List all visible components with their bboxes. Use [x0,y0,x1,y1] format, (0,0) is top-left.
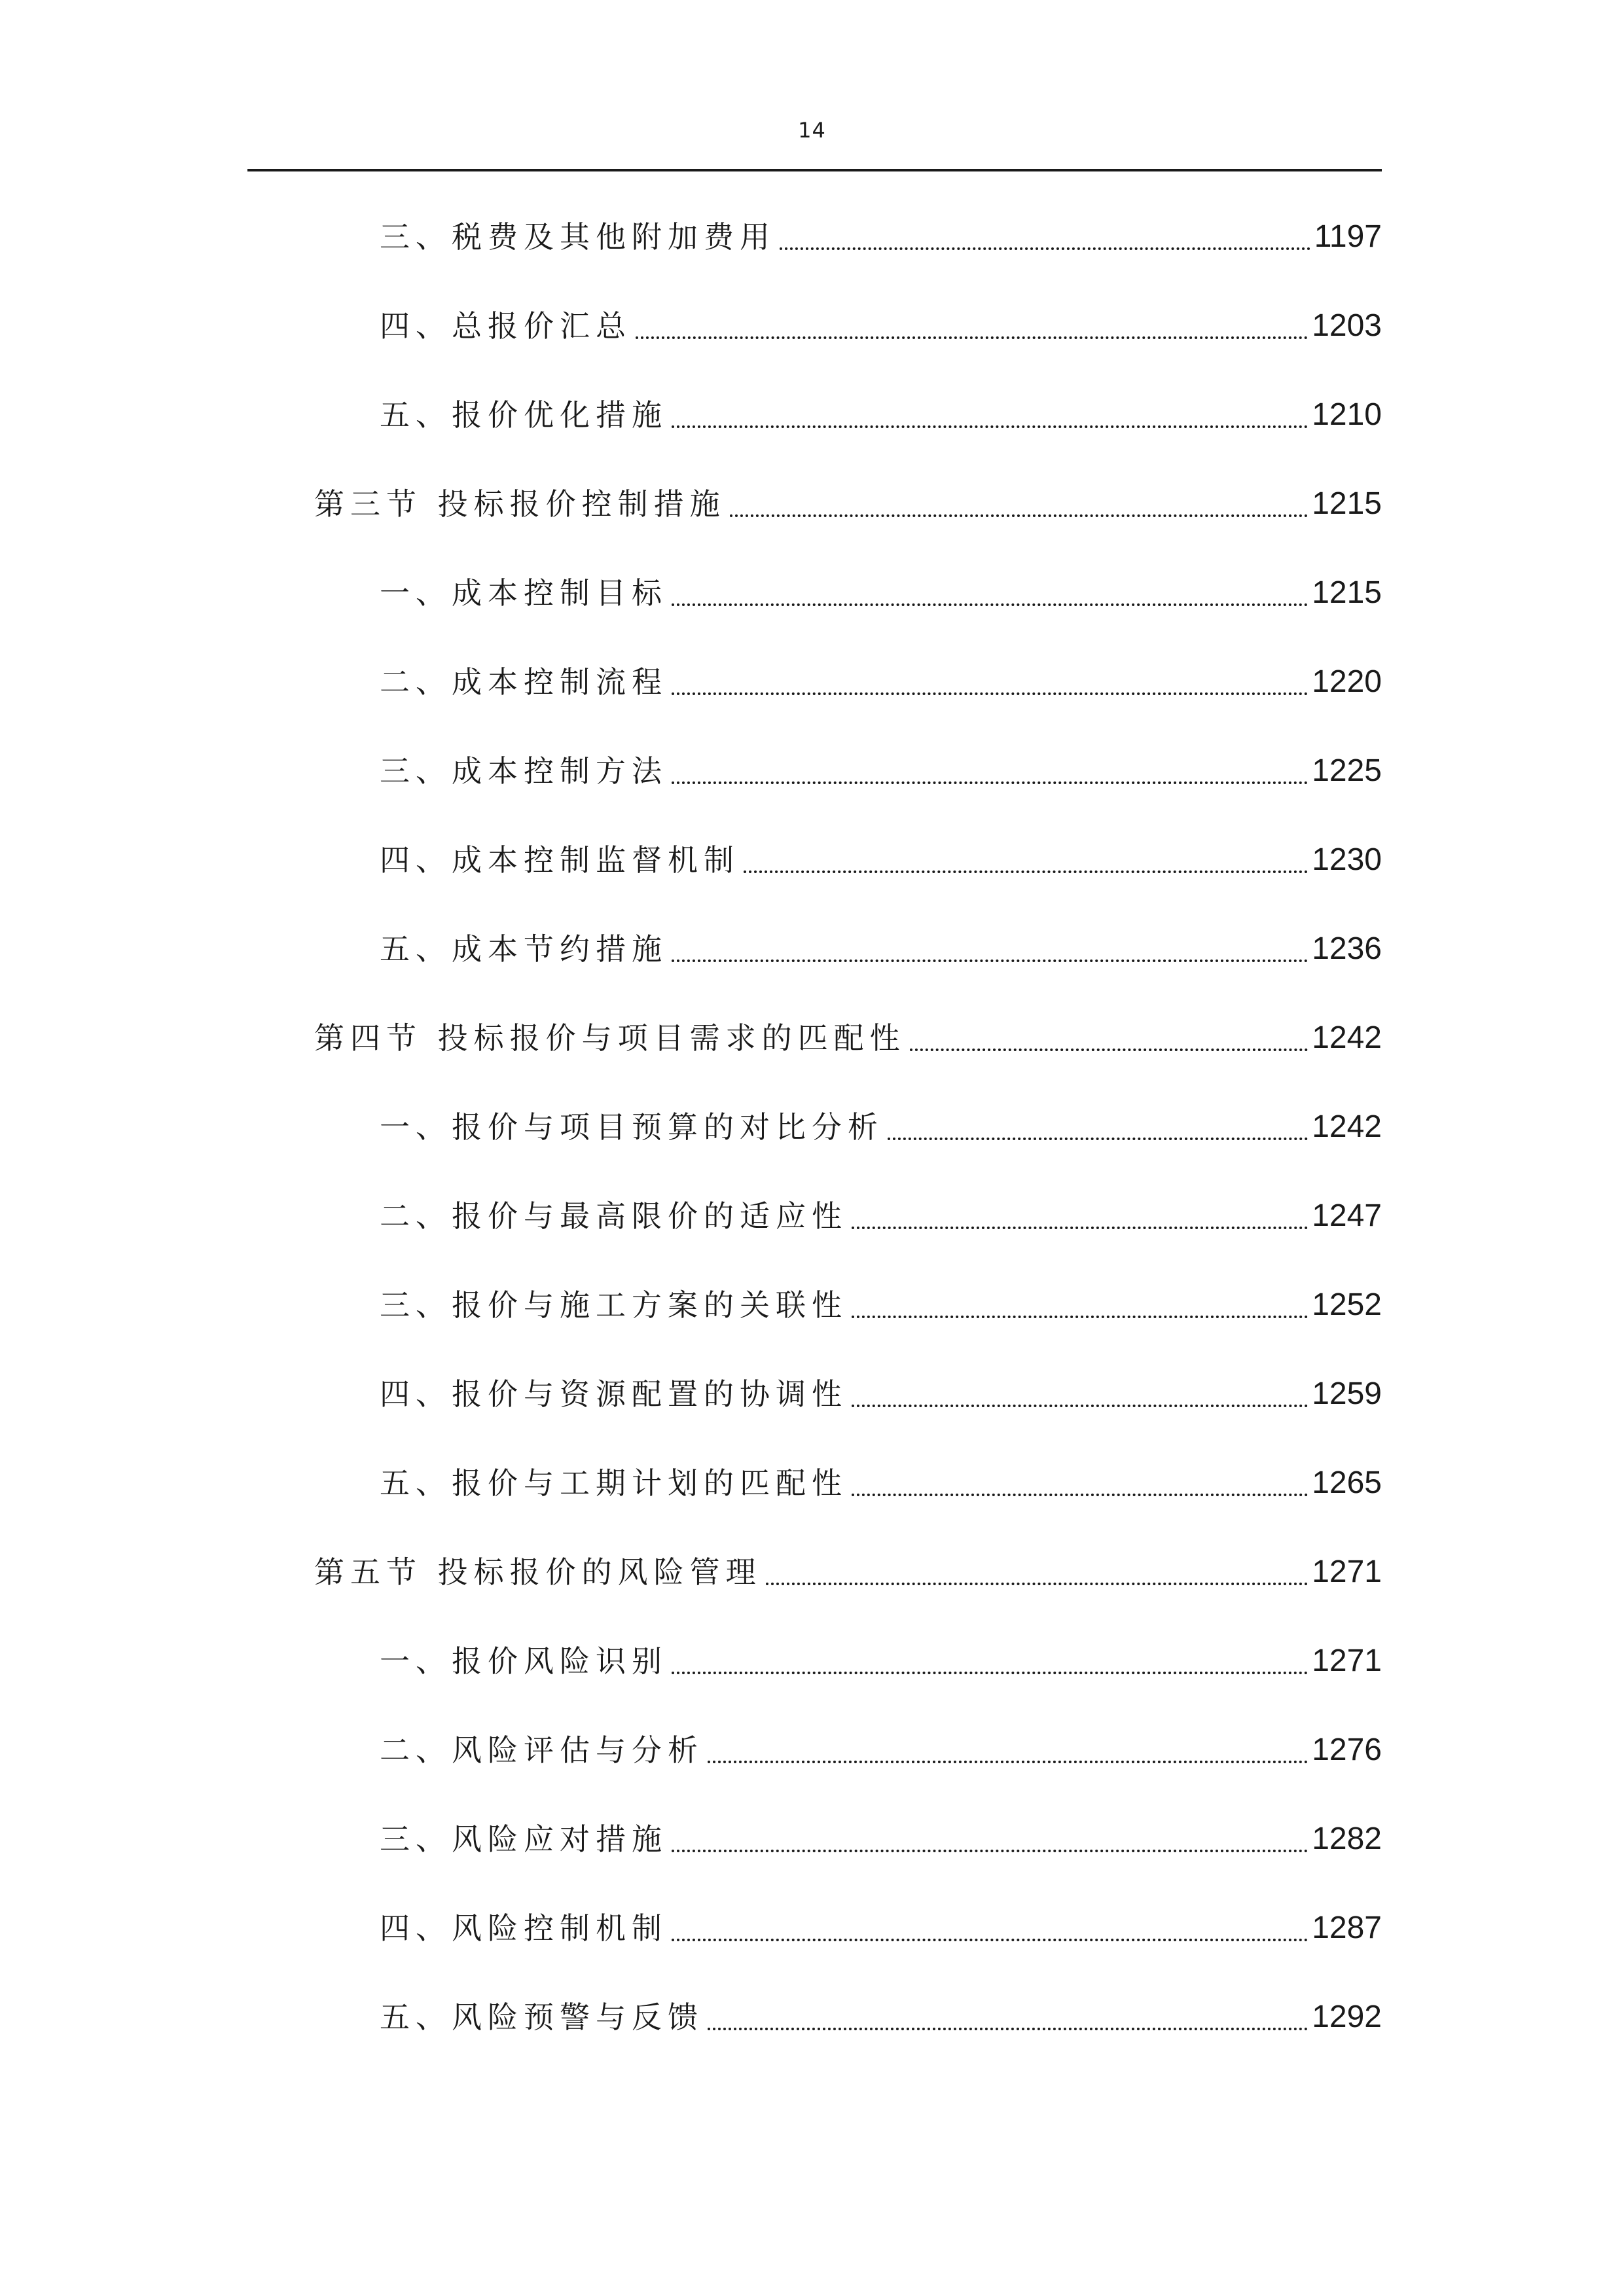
toc-entry-title: 四、风险控制机制 [380,1910,668,1946]
toc-entry-title: 五、风险预警与反馈 [380,2000,704,2035]
toc-dot-leader [852,1316,1308,1318]
toc-subsection-entry[interactable] [380,389,1382,441]
toc-entry-title: 二、报价与最高限价的适应性 [380,1198,848,1234]
toc-entry-title: 五、报价与工期计划的匹配性 [380,1465,848,1501]
toc-section-entry[interactable] [314,1012,1382,1064]
toc-entry-page-number: 1276 [1312,1732,1382,1767]
toc-dot-leader [672,425,1308,428]
toc-entry-page-number: 1247 [1312,1198,1382,1233]
toc-entry-page-number: 1215 [1312,486,1382,521]
toc-dot-leader [672,1672,1308,1674]
toc-entry-page-number: 1203 [1312,308,1382,343]
toc-entry-page-number: 1215 [1312,575,1382,610]
toc-entry-page-number: 1287 [1312,1910,1382,1945]
toc-entry-title: 二、风险评估与分析 [380,1732,704,1768]
toc-entry-title: 三、成本控制方法 [380,753,668,789]
toc-entry-page-number: 1230 [1312,842,1382,877]
toc-subsection-entry[interactable] [380,300,1382,352]
toc-subsection-entry[interactable] [380,567,1382,619]
toc-entry-page-number: 1210 [1312,397,1382,432]
page-number: 14 [798,118,826,143]
toc-subsection-entry[interactable] [380,1279,1382,1331]
toc-dot-leader [780,247,1310,250]
toc-subsection-entry[interactable] [380,1991,1382,2043]
toc-entry-page-number: 1220 [1312,664,1382,699]
toc-entry-page-number: 1265 [1312,1465,1382,1500]
toc-entry-title: 二、成本控制流程 [380,664,668,700]
toc-subsection-entry[interactable] [380,1635,1382,1687]
toc-dot-leader [636,336,1308,339]
toc-subsection-entry[interactable] [380,1902,1382,1954]
toc-section-entry[interactable] [314,478,1382,530]
toc-entry-page-number: 1259 [1312,1376,1382,1411]
toc-dot-leader [852,1405,1308,1407]
toc-dot-leader [766,1583,1308,1585]
toc-entry-title: 第五节 投标报价的风险管理 [314,1554,762,1590]
toc-subsection-entry[interactable] [380,1368,1382,1420]
toc-entry-title: 五、成本节约措施 [380,931,668,967]
toc-entry-title: 第三节 投标报价控制措施 [314,486,726,522]
toc-entry-title: 四、报价与资源配置的协调性 [380,1376,848,1412]
toc-entry-page-number: 1282 [1312,1821,1382,1856]
toc-entry-page-number: 1225 [1312,753,1382,788]
toc-entry-title: 三、报价与施工方案的关联性 [380,1287,848,1323]
toc-dot-leader [672,781,1308,784]
toc-dot-leader [672,1939,1308,1941]
toc-entry-title: 四、总报价汇总 [380,308,632,344]
toc-entry-title: 四、成本控制监督机制 [380,842,740,878]
toc-entry-title: 三、风险应对措施 [380,1821,668,1857]
toc-subsection-entry[interactable] [380,923,1382,975]
toc-dot-leader [910,1049,1308,1051]
toc-section-entry[interactable] [314,1546,1382,1598]
toc-dot-leader [852,1227,1308,1229]
toc-entry-page-number: 1271 [1312,1554,1382,1589]
toc-subsection-entry[interactable] [380,1101,1382,1153]
toc-subsection-entry[interactable] [380,1724,1382,1776]
toc-entry-page-number: 1242 [1312,1020,1382,1055]
toc-subsection-entry[interactable] [380,745,1382,797]
toc-dot-leader [852,1494,1308,1496]
toc-subsection-entry[interactable] [380,834,1382,886]
toc-entry-title: 五、报价优化措施 [380,397,668,433]
toc-subsection-entry[interactable] [380,1190,1382,1242]
toc-subsection-entry[interactable] [380,1813,1382,1865]
toc-dot-leader [672,1850,1308,1852]
toc-entry-page-number: 1292 [1312,2000,1382,2034]
toc-subsection-entry[interactable] [380,211,1382,263]
toc-dot-leader [744,870,1308,873]
toc-dot-leader [672,603,1308,606]
toc-entry-title: 第四节 投标报价与项目需求的匹配性 [314,1020,906,1056]
toc-subsection-entry[interactable] [380,1457,1382,1509]
toc-dot-leader [672,960,1308,962]
toc-entry-page-number: 1197 [1314,219,1382,254]
toc-entry-title: 一、报价与项目预算的对比分析 [380,1109,884,1145]
toc-entry-title: 一、报价风险识别 [380,1643,668,1679]
toc-entry-page-number: 1236 [1312,931,1382,966]
toc-entry-title: 三、税费及其他附加费用 [380,219,776,255]
header-rule [247,169,1382,171]
toc-dot-leader [672,692,1308,695]
toc-dot-leader [888,1138,1308,1140]
toc-dot-leader [730,514,1308,517]
toc-dot-leader [708,2028,1308,2030]
toc-entry-page-number: 1271 [1312,1643,1382,1678]
toc-dot-leader [708,1761,1308,1763]
toc-entry-title: 一、成本控制目标 [380,575,668,611]
toc-entry-page-number: 1252 [1312,1287,1382,1322]
toc-subsection-entry[interactable] [380,656,1382,708]
toc-entry-page-number: 1242 [1312,1109,1382,1144]
